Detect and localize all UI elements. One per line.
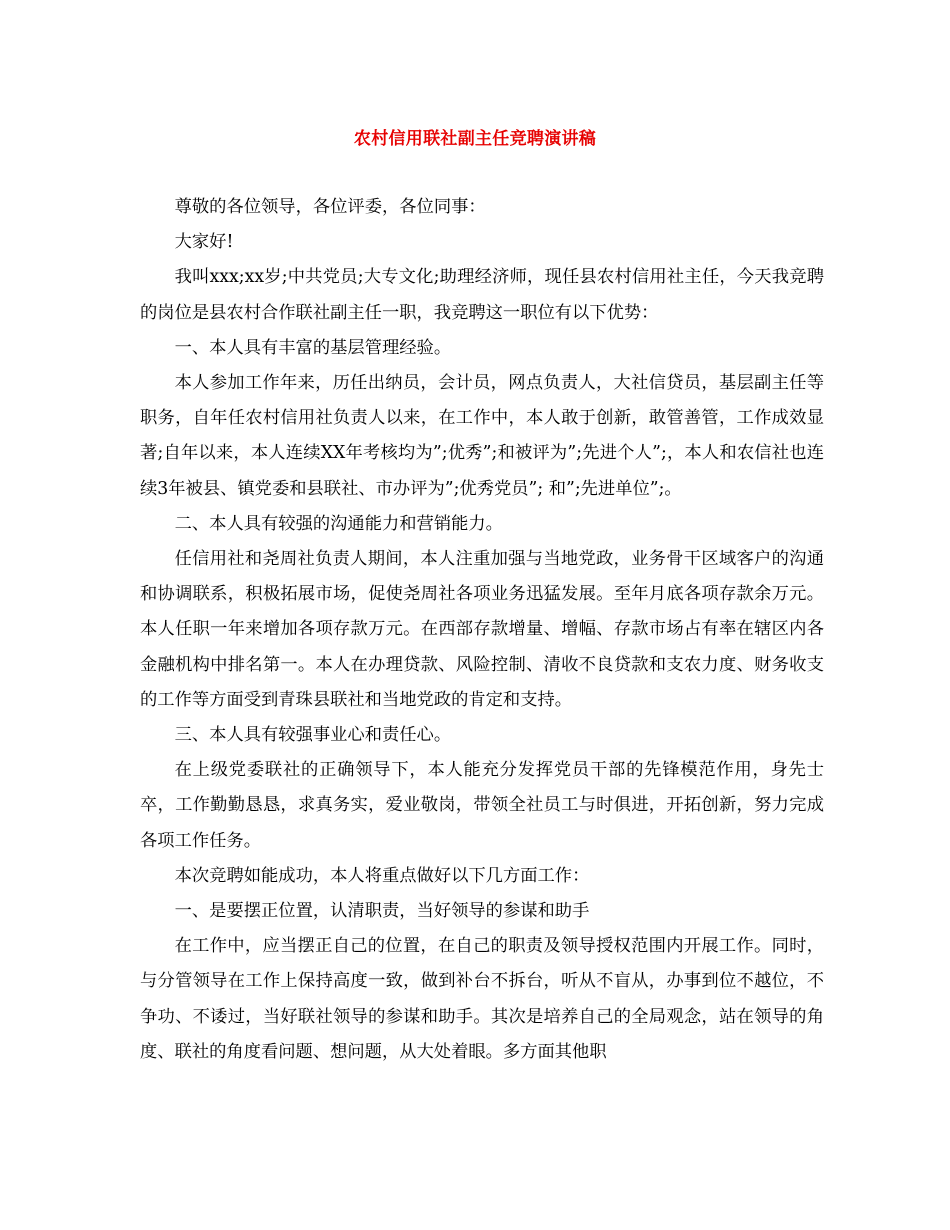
heading-communication-ability: 二、本人具有较强的沟通能力和营销能力。 (174, 513, 503, 534)
paragraph-work-history: 本人参加工作年来，历任出纳员，会计员，网点负责人，大社信贷员，基层副主任等职务，自年任农村信用社负责人以来，在工作中，本人敢于创新，敢管善管，工作成效显著;自年以来，本人连续XX年考核均为”;优秀”;和被评为”;先进个人”;，本人和农信社也连续3年被县、镇党委和县联社、市办评为”;优秀党员”; 和”;先进单位”;。 (140, 373, 824, 499)
paragraph-plan-intro: 本次竞聘如能成功，本人将重点做好以下几方面工作： (174, 865, 590, 886)
heading-plan-one: 一、是要摆正位置，认清职责，当好领导的参谋和助手 (174, 901, 590, 922)
paragraph-business-results: 任信用社和尧周社负责人期间，本人注重加强与当地党政，业务骨干区域客户的沟通和协调联系，积极拓展市场，促使尧周社各项业务迅猛发展。至年月底各项存款余万元。本人任职一年来增加各项存款万元。在西部存款增量、增幅、存款市场占有率在辖区内各金融机构中排名第一。本人在办理贷款、风险控制、清收不良贷款和支农力度、财务收支的工作等方面受到青珠县联社和当地党政的肯定和支持。 (140, 549, 824, 710)
document-body (140, 190, 824, 1070)
paragraph-leadership: 在上级党委联社的正确领导下，本人能充分发挥党员干部的先锋模范作用，身先士卒，工作勤勤恳恳，求真务实，爱业敬岗，带领全社员工与时俱进，开拓创新，努力完成各项工作任务。 (140, 760, 824, 851)
heading-management-experience: 一、本人具有丰富的基层管理经验。 (174, 337, 452, 358)
paragraph-salutation: 尊敬的各位领导，各位评委，各位同事： (174, 197, 486, 217)
heading-responsibility: 三、本人具有较强事业心和责任心。 (174, 725, 452, 746)
paragraph-introduction: 我叫xxx;xx岁;中共党员;大专文化;助理经济师，现任县农村信用社主任，今天我竞聘的岗位是县农村合作联社副主任一职，我竞聘这一职位有以下优势： (140, 267, 824, 323)
document-title: 农村信用联社副主任竞聘演讲稿 (353, 129, 597, 149)
paragraph-plan-one-detail: 在工作中，应当摆正自己的位置，在自己的职责及领导授权范围内开展工作。同时，与分管领导在工作上保持高度一致，做到补台不拆台，听从不盲从，办事到位不越位，不争功、不诿过，当好联社领导的参谋和助手。其次是培养自己的全局观念，站在领导的角度、联社的角度看问题、想问题，从大处着眼。多方面其他职 (140, 936, 824, 1062)
paragraph-greeting: 大家好! (174, 232, 234, 253)
